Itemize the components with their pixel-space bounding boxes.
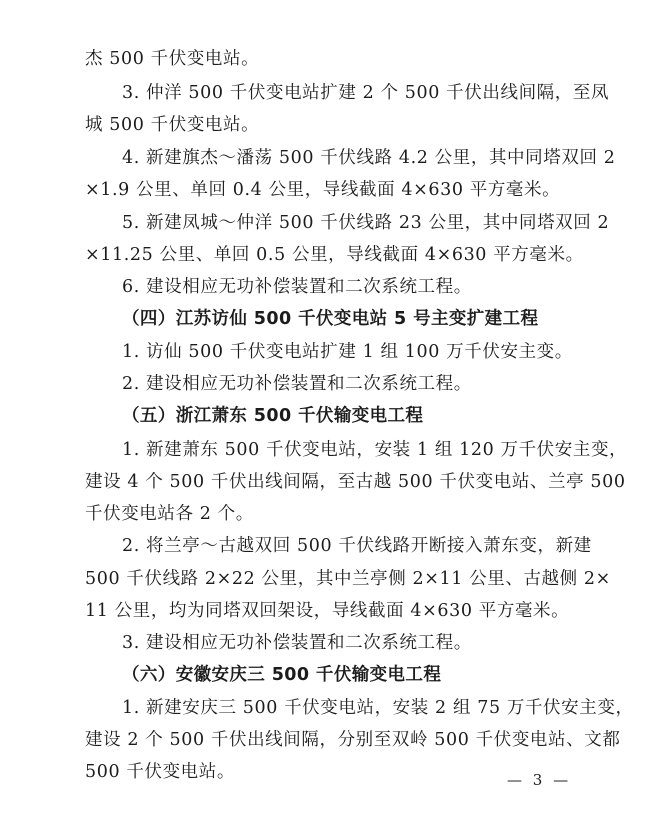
section-heading: （五）浙江萧东 500 千伏输变电工程 [122,406,424,426]
body-line: 11 公里，均为同塔双回架设，导线截面 4×630 平方毫米。 [85,601,570,621]
body-line: ×11.25 公里、单回 0.5 公里，导线截面 4×630 平方毫米。 [85,245,584,265]
body-line: 建设 4 个 500 千伏出线间隔，至古越 500 千伏变电站、兰亭 500 [85,472,626,492]
body-line: 2. 建设相应无功补偿装置和二次系统工程。 [122,374,472,394]
section-heading: （四）江苏访仙 500 千伏变电站 5 号主变扩建工程 [122,309,539,329]
body-line: 建设 2 个 500 千伏出线间隔，分别至双岭 500 千伏变电站、文都 [85,730,621,750]
body-line: 6. 建设相应无功补偿装置和二次系统工程。 [122,277,472,297]
section-heading: （六）安徽安庆三 500 千伏输变电工程 [122,665,442,685]
body-line: 500 千伏变电站。 [85,762,235,782]
body-line: 1. 新建萧东 500 千伏变电站，安装 1 组 120 万千伏安主变， [122,440,628,460]
page-number: — 3 — [507,771,572,789]
body-line: 1. 新建安庆三 500 千伏变电站，安装 2 组 75 万千伏安主变， [122,698,634,718]
body-line: 千伏变电站各 2 个。 [85,504,254,524]
body-line: 5. 新建凤城～仲洋 500 千伏线路 23 公里，其中同塔双回 2 [122,213,610,233]
body-line: 500 千伏线路 2×22 公里，其中兰亭侧 2×11 公里、古越侧 2× [85,569,611,589]
body-line: 3. 仲洋 500 千伏变电站扩建 2 个 500 千伏出线间隔，至凤 [122,83,610,103]
body-line: 3. 建设相应无功补偿装置和二次系统工程。 [122,633,472,653]
body-line: 城 500 千伏变电站。 [85,115,260,135]
body-line: 1. 访仙 500 千伏变电站扩建 1 组 100 万千伏安主变。 [122,342,573,362]
body-line: 2. 将兰亭～古越双回 500 千伏线路开断接入萧东变，新建 [122,536,592,556]
body-line: ×1.9 公里、单回 0.4 公里，导线截面 4×630 平方毫米。 [85,180,561,200]
body-line: 4. 新建旗杰～潘荡 500 千伏线路 4.2 公里，其中同塔双回 2 [122,148,616,168]
body-line: 杰 500 千伏变电站。 [85,49,260,69]
